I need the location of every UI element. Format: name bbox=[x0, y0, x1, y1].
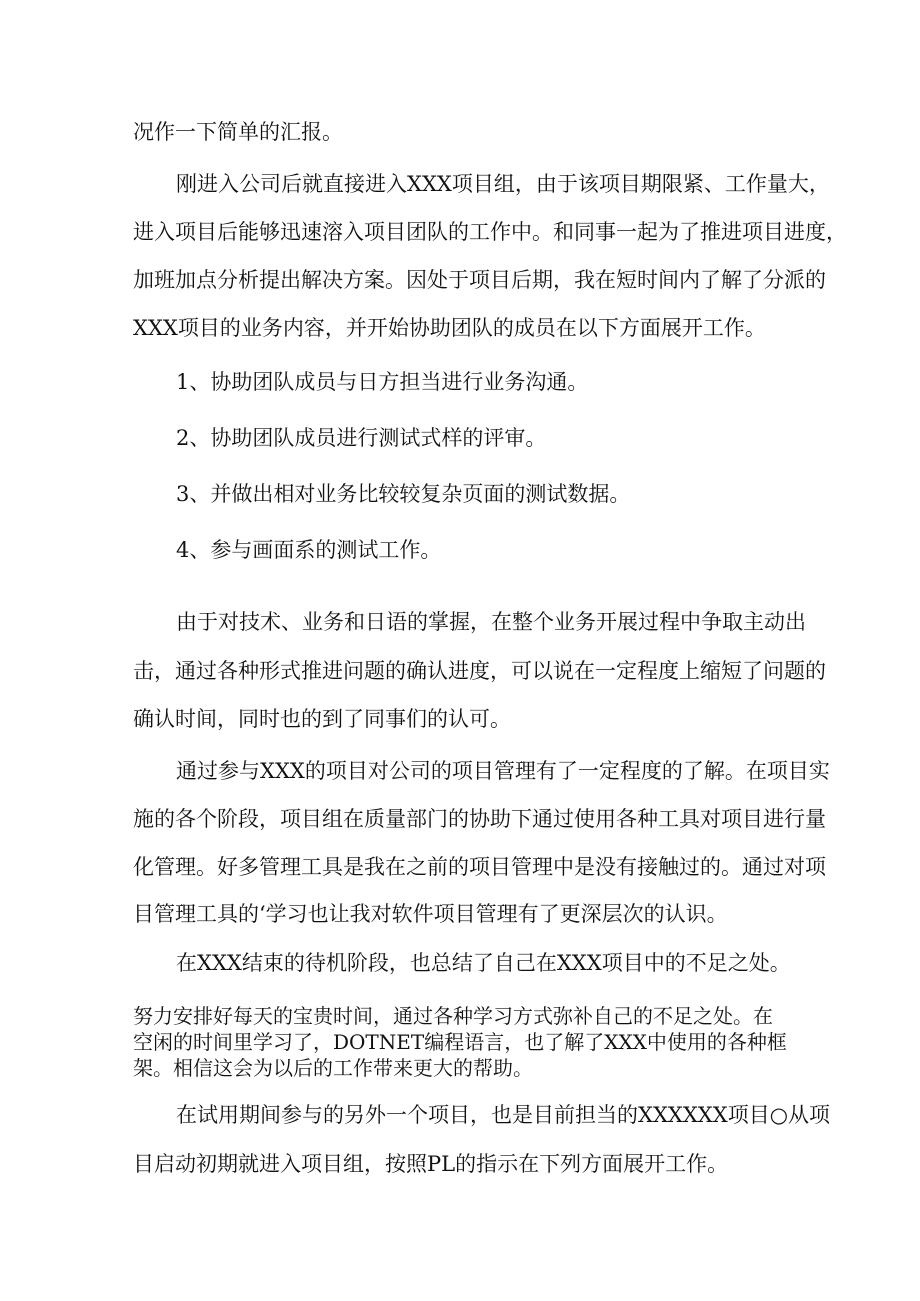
paragraph-line: 架。相信这会为以后的工作带来更大的帮助。 bbox=[133, 1056, 533, 1080]
paragraph-line: 通过参与XXX的项目对公司的项目管理有了一定程度的了解。在项目实 bbox=[176, 759, 830, 783]
paragraph-line: XXX项目的业务内容，并开始协助团队的成员在以下方面展开工作。 bbox=[133, 316, 766, 340]
paragraph-line: 在XXX结束的待机阶段，也总结了自己在XXX项目中的不足之处。 bbox=[176, 951, 791, 975]
paragraph-line: 加班加点分析提出解决方案。因处于项目后期，我在短时间内了解了分派的 bbox=[133, 268, 826, 292]
paragraph-line: 目启动初期就进入项目组，按照PL的指示在下列方面展开工作。 bbox=[133, 1152, 729, 1176]
paragraph-line: 进入项目后能够迅速溶入项目团队的工作中。和同事一起为了推进项目进度， bbox=[133, 220, 847, 244]
paragraph-line: 在试用期间参与的另外一个项目，也是目前担当的XXXXXX项目○从项 bbox=[176, 1103, 831, 1127]
paragraph-line: 目管理工具的‘学习也让我对软件项目管理有了更深层次的认识。 bbox=[133, 902, 728, 926]
list-item: 1、协助团队成员与日方担当进行业务沟通。 bbox=[176, 370, 589, 394]
paragraph-line: 况作一下简单的汇报。 bbox=[133, 120, 343, 144]
paragraph-line: 努力安排好每天的宝贵时间，通过各种学习方式弥补自己的不足之处。在 bbox=[133, 1004, 773, 1028]
list-item: 2、协助团队成员进行测试式样的评审。 bbox=[176, 426, 547, 450]
paragraph-line: 施的各个阶段，项目组在质量部门的协助下通过使用各种工具对项目进行量 bbox=[133, 807, 826, 831]
paragraph-line: 由于对技术、业务和日语的掌握，在整个业务开展过程中争取主动出 bbox=[176, 610, 806, 634]
paragraph-line: 化管理。好多管理工具是我在之前的项目管理中是没有接触过的。通过对项 bbox=[133, 855, 826, 879]
paragraph-line: 空闲的时间里学习了，DOTNET编程语言，也了解了XXX中使用的各种框 bbox=[133, 1030, 787, 1054]
paragraph-line: 确认时间，同时也的到了同事们的认可。 bbox=[133, 707, 511, 731]
list-item: 4、参与画面系的测试工作。 bbox=[176, 538, 442, 562]
list-item: 3、并做出相对业务比较较复杂页面的测试数据。 bbox=[176, 482, 631, 506]
paragraph-line: 刚进入公司后就直接进入XXX项目组，由于该项目期限紧、工作量大， bbox=[176, 172, 830, 196]
paragraph-line: 击，通过各种形式推进问题的确认进度，可以说在一定程度上缩短了问题的 bbox=[133, 659, 826, 683]
